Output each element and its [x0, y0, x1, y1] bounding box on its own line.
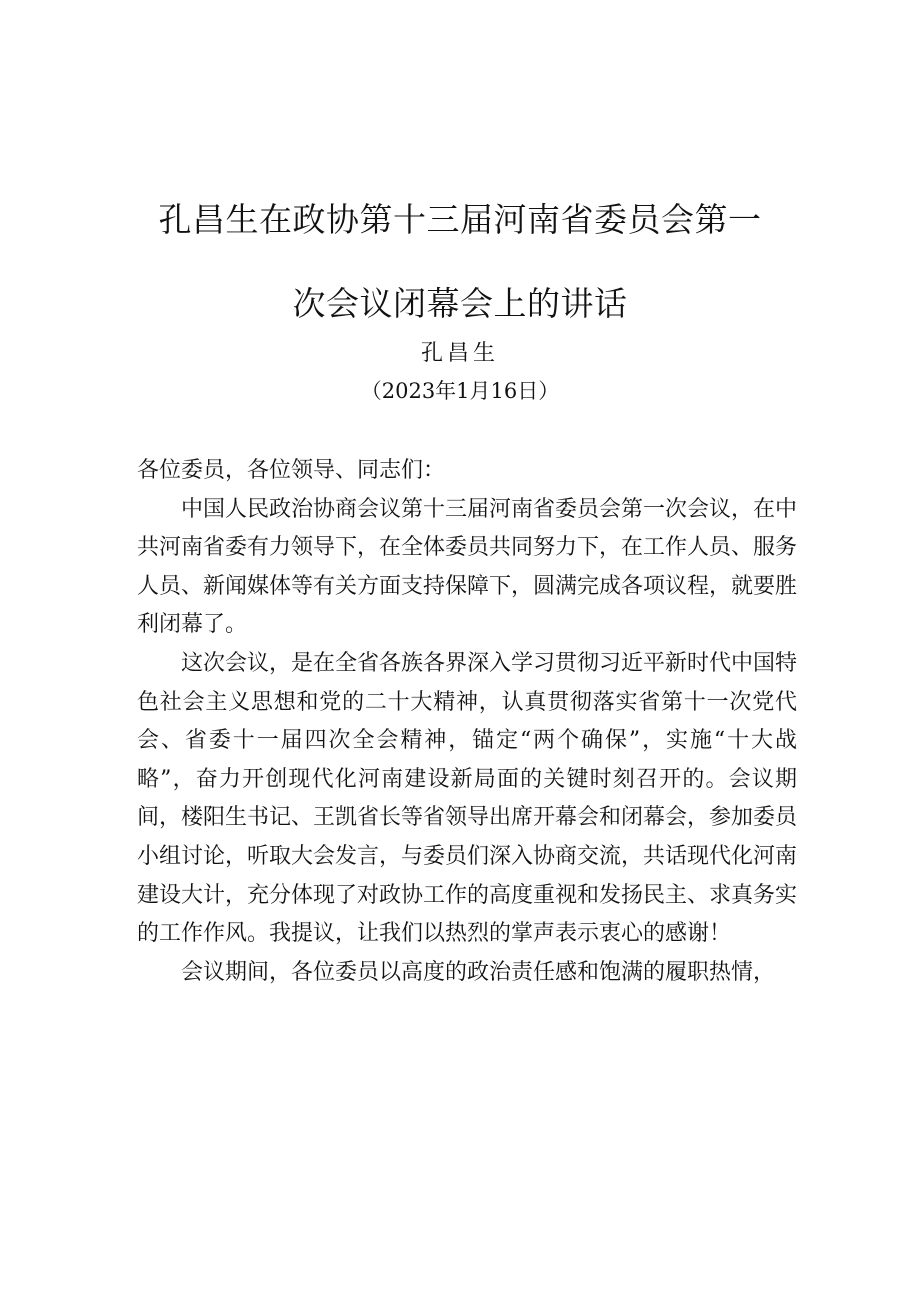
speech-date: （2023年1月16日）	[360, 379, 560, 403]
speech-body	[137, 452, 797, 992]
paragraph-1: 中国人民政治协商会议第十三届河南省委员会第一次会议，在中共河南省委有力领导下，在全体委员共同努力下，在工作人员、服务人员、新闻媒体等有关方面支持保障下，圆满完成各项议程，就要胜利闭幕了。	[137, 496, 798, 638]
speaker-name: 孔昌生	[420, 341, 499, 366]
document-title-line-1: 孔昌生在政协第十三届河南省委员会第一	[158, 200, 762, 239]
paragraph-2: 这次会议，是在全省各族各界深入学习贯彻习近平新时代中国特色社会主义思想和党的二十大精神，认真贯彻落实省第十一次党代会、省委十一届四次全会精神，锚定“两个确保”，实施“十大战略”，奋力开创现代化河南建设新局面的关键时刻召开的。会议期间，楼阳生书记、王凯省长等省领导出席开幕会和闭幕会，参加委员小组讨论，听取大会发言，与委员们深入协商交流，共话现代化河南建设大计，充分体现了对政协工作的高度重视和发扬民主、求真务实的工作作风。我提议，让我们以热烈的掌声表示衷心的感谢！	[137, 650, 798, 947]
document-title-line-2: 次会议闭幕会上的讲话	[292, 284, 628, 323]
paragraph-3: 会议期间，各位委员以高度的政治责任感和饱满的履职热情，	[181, 959, 776, 985]
salutation: 各位委员，各位领导、同志们：	[137, 458, 446, 483]
